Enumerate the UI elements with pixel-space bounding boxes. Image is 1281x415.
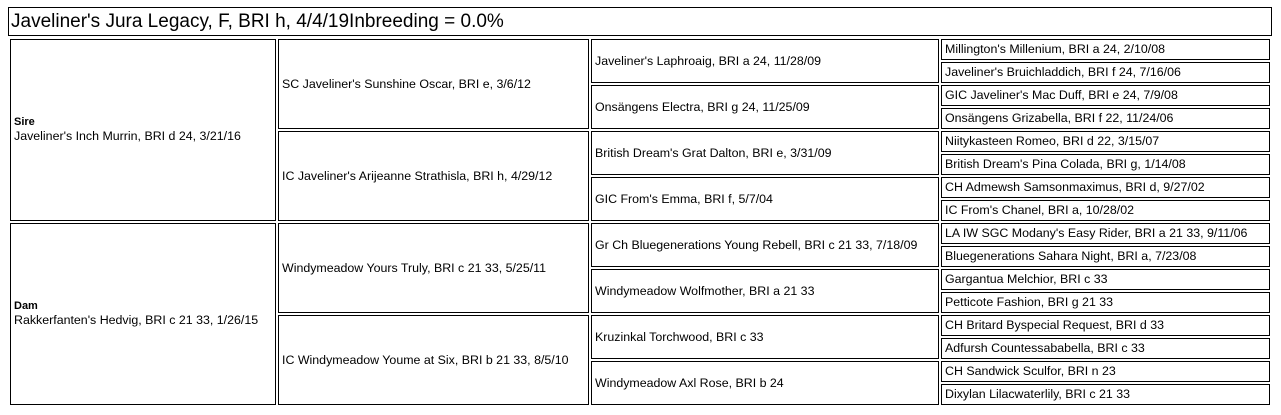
sire-label: Sire <box>14 116 35 128</box>
gen4-cell-4 <box>941 108 1270 129</box>
dam-sire-cell <box>278 223 589 313</box>
gen4-name-2: Javeliner's Bruichladdich, BRI f 24, 7/16/06 <box>945 65 1181 79</box>
sire-dam-name: IC Javeliner's Arijeanne Strathisla, BRI h, 4/29/12 <box>282 168 553 183</box>
dam-name: Rakkerfanten's Hedvig, BRI c 21 33, 1/26/15 <box>14 313 259 327</box>
gen3-name-3: British Dream's Grat Dalton, BRI e, 3/31/09 <box>595 145 832 160</box>
gen4-cell-14 <box>941 338 1270 359</box>
gen3-name-4: GIC From's Emma, BRI f, 5/7/04 <box>595 191 773 206</box>
dam-dam-name: IC Windymeadow Youme at Six, BRI b 21 33, 8/5/10 <box>282 352 569 367</box>
gen4-cell-8 <box>941 200 1270 221</box>
gen4-name-12: Petticote Fashion, BRI g 21 33 <box>945 295 1114 309</box>
dam-label: Dam <box>14 300 38 312</box>
gen4-name-16: Dixylan Lilacwaterlily, BRI c 21 33 <box>945 387 1131 401</box>
sire-sire-name: SC Javeliner's Sunshine Oscar, BRI e, 3/6/12 <box>282 76 531 91</box>
gen4-cell-15 <box>941 361 1270 382</box>
gen3-cell-4 <box>591 177 939 221</box>
gen3-name-8: Windymeadow Axl Rose, BRI b 24 <box>595 375 784 390</box>
gen4-name-1: Millington's Millenium, BRI a 24, 2/10/08 <box>945 42 1165 56</box>
sire-sire-cell <box>278 39 589 129</box>
gen4-cell-1 <box>941 39 1270 60</box>
gen3-name-1: Javeliner's Laphroaig, BRI a 24, 11/28/09 <box>595 53 822 68</box>
gen4-cell-6 <box>941 154 1270 175</box>
gen3-cell-1 <box>591 39 939 83</box>
gen4-name-6: British Dream's Pina Colada, BRI g, 1/14/08 <box>945 157 1186 171</box>
gen4-name-5: Niitykasteen Romeo, BRI d 22, 3/15/07 <box>945 134 1160 148</box>
gen3-cell-3 <box>591 131 939 175</box>
gen4-cell-10 <box>941 246 1270 267</box>
dam-cell <box>10 223 276 405</box>
gen3-cell-7 <box>591 315 939 359</box>
gen4-name-8: IC From's Chanel, BRI a, 10/28/02 <box>945 203 1134 217</box>
gen4-cell-5 <box>941 131 1270 152</box>
gen4-cell-13 <box>941 315 1270 336</box>
gen4-cell-9 <box>941 223 1270 244</box>
gen4-name-3: GIC Javeliner's Mac Duff, BRI e 24, 7/9/08 <box>945 88 1178 102</box>
gen4-name-14: Adfursh Countessababella, BRI c 33 <box>945 341 1145 355</box>
gen4-name-13: CH Britard Byspecial Request, BRI d 33 <box>945 318 1164 332</box>
gen4-name-7: CH Admewsh Samsonmaximus, BRI d, 9/27/02 <box>945 180 1205 194</box>
gen3-cell-6 <box>591 269 939 313</box>
gen4-name-9: LA IW SGC Modany's Easy Rider, BRI a 21 33, 9/11/06 <box>945 226 1248 240</box>
gen4-cell-12 <box>941 292 1270 313</box>
gen3-name-7: Kruzinkal Torchwood, BRI c 33 <box>595 329 764 344</box>
gen4-name-4: Onsängens Grizabella, BRI f 22, 11/24/06 <box>945 111 1174 125</box>
sire-cell <box>10 39 276 221</box>
gen4-cell-11 <box>941 269 1270 290</box>
gen3-name-6: Windymeadow Wolfmother, BRI a 21 33 <box>595 283 815 298</box>
gen3-cell-8 <box>591 361 939 405</box>
gen4-name-10: Bluegenerations Sahara Night, BRI a, 7/23/08 <box>945 249 1197 263</box>
gen4-cell-16 <box>941 384 1270 405</box>
gen3-cell-5 <box>591 223 939 267</box>
gen4-cell-3 <box>941 85 1270 106</box>
gen4-cell-7 <box>941 177 1270 198</box>
gen3-name-5: Gr Ch Bluegenerations Young Rebell, BRI c 21 33, 7/18/09 <box>595 237 918 252</box>
gen3-name-2: Onsängens Electra, BRI g 24, 11/25/09 <box>595 99 810 114</box>
pedigree-title: Javeliner's Jura Legacy, F, BRI h, 4/4/19Inbreeding = 0.0% <box>8 7 1272 36</box>
dam-sire-name: Windymeadow Yours Truly, BRI c 21 33, 5/25/11 <box>282 260 547 275</box>
gen4-name-15: CH Sandwick Sculfor, BRI n 23 <box>945 364 1116 378</box>
dam-dam-cell <box>278 315 589 405</box>
sire-dam-cell <box>278 131 589 221</box>
gen4-cell-2 <box>941 62 1270 83</box>
gen4-name-11: Gargantua Melchior, BRI c 33 <box>945 272 1108 286</box>
gen3-cell-2 <box>591 85 939 129</box>
sire-name: Javeliner's Inch Murrin, BRI d 24, 3/21/16 <box>14 129 241 143</box>
